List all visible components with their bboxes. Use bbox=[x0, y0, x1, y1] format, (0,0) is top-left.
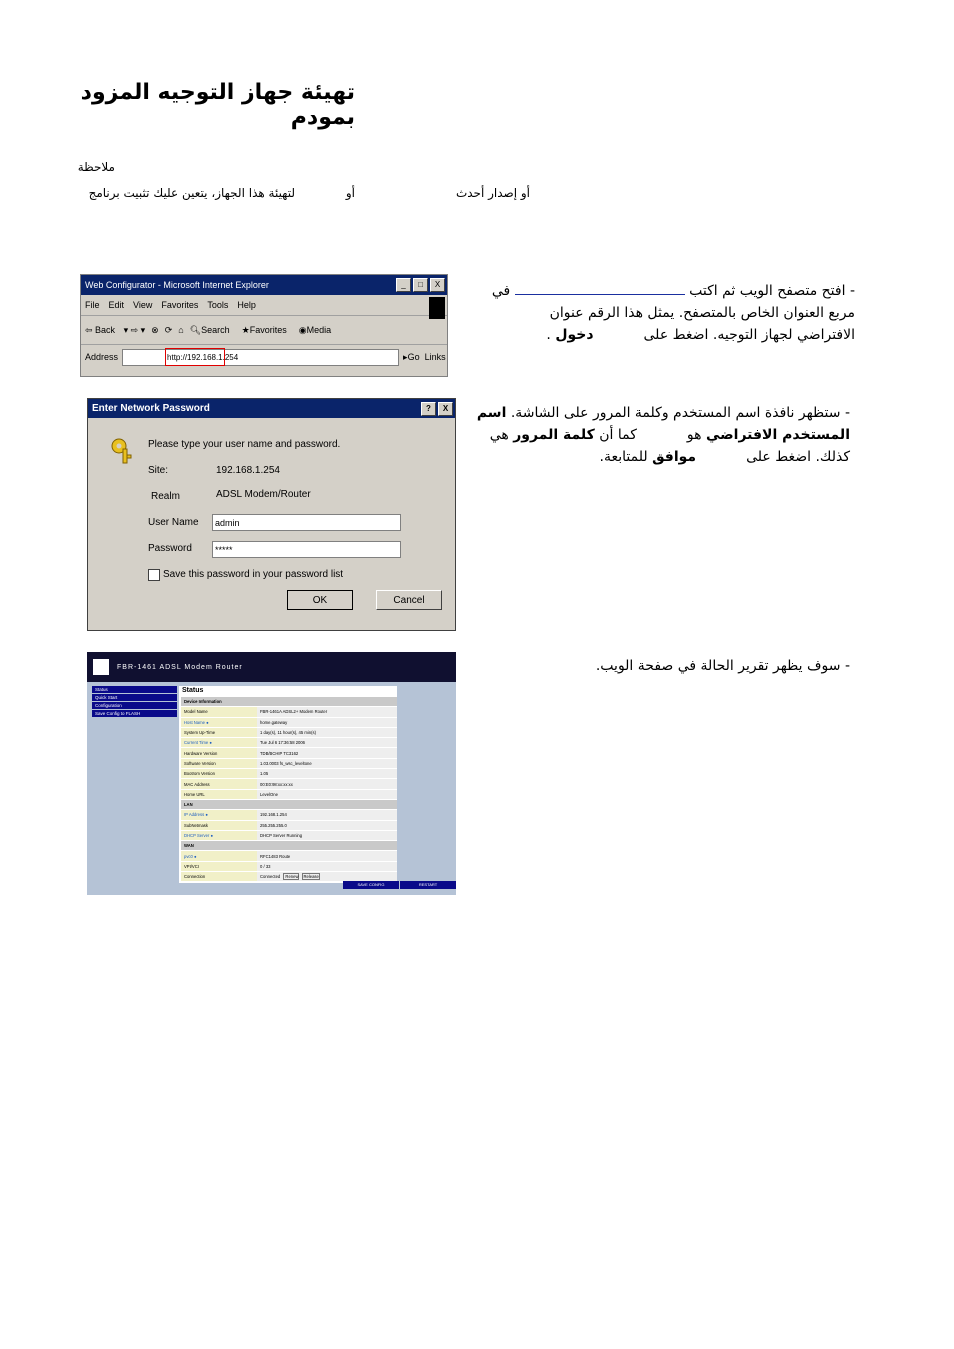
router-header bbox=[87, 652, 456, 682]
table-row: Home URL LevelOne bbox=[181, 789, 397, 799]
menu-favorites[interactable]: Favorites bbox=[161, 300, 199, 310]
ie-title-bar bbox=[81, 275, 447, 295]
help-icon[interactable]: ? bbox=[421, 402, 436, 416]
address-highlight bbox=[165, 348, 225, 366]
address-value: http://192.168.1.254 bbox=[167, 352, 239, 362]
dialog-title: Enter Network Password bbox=[92, 403, 210, 414]
refresh-icon[interactable]: ⟳ bbox=[164, 324, 173, 335]
ok-button[interactable]: OK bbox=[287, 590, 353, 610]
table-row: DHCP Server ● DHCP Server Running bbox=[181, 830, 397, 840]
release-button[interactable]: Release bbox=[303, 874, 319, 880]
table-row: Bootrom Version 1.05 bbox=[181, 769, 397, 779]
note-text-part1: لتهيئة هذا الجهاز، يتعين عليك تثبيت برنامج bbox=[88, 186, 295, 200]
close-icon[interactable]: X bbox=[438, 402, 453, 416]
router-brand: FBR-1461 ADSL Modem Router bbox=[117, 663, 243, 671]
ie-menu-bar bbox=[81, 295, 447, 316]
table-row: System Up-Time 1 day(s), 11 hour(s), 45 min(s) bbox=[181, 727, 397, 737]
section-header: Device Information bbox=[181, 697, 397, 707]
dialog-prompt: Please type your user name and password. bbox=[148, 439, 341, 450]
restart-button[interactable]: RESTART bbox=[400, 881, 456, 889]
table-row: Software Version 1.03.0003 fs_wsc_leveltone bbox=[181, 758, 397, 768]
step3-text: - سوف يظهر تقرير الحالة في صفحة الويب. bbox=[595, 658, 850, 674]
menu-file[interactable]: File bbox=[85, 300, 100, 310]
ie-screenshot bbox=[80, 274, 448, 377]
section-header: LAN bbox=[181, 799, 397, 809]
table-row: Model Name FBR-1461A ADSL2+ Modem Router bbox=[181, 707, 397, 717]
table-row: IP Address ● 192.168.1.254 bbox=[181, 810, 397, 820]
minimize-icon[interactable]: _ bbox=[396, 278, 411, 292]
table-row: Host Name ● home.gateway bbox=[181, 717, 397, 727]
section-header: WAN bbox=[181, 841, 397, 851]
password-label: Password bbox=[148, 543, 192, 554]
realm-label: Realm bbox=[151, 491, 180, 502]
home-icon[interactable]: ⌂ bbox=[178, 325, 184, 335]
note-label: ملاحظة bbox=[77, 160, 115, 174]
site-label: Site: bbox=[148, 465, 169, 476]
ie-toolbar bbox=[81, 316, 447, 345]
realm-value: ADSL Modem/Router bbox=[216, 489, 311, 500]
go-button[interactable]: ▸Go bbox=[403, 351, 420, 362]
stop-icon[interactable]: ⊗ bbox=[151, 324, 159, 335]
cancel-button[interactable]: Cancel bbox=[376, 590, 442, 610]
save-config-button[interactable]: SAVE CONFIG bbox=[343, 881, 399, 889]
username-field[interactable]: admin bbox=[212, 514, 401, 531]
sidebar-item-configuration[interactable]: Configuration bbox=[92, 702, 177, 709]
save-password-label: Save this password in your password list bbox=[163, 569, 344, 580]
save-password-checkbox[interactable] bbox=[148, 569, 160, 581]
username-label: User Name bbox=[148, 517, 199, 528]
login-dialog bbox=[87, 398, 456, 631]
renew-button[interactable]: Renew bbox=[284, 874, 299, 880]
address-input[interactable] bbox=[122, 349, 399, 366]
maximize-icon[interactable]: □ bbox=[413, 278, 428, 292]
menu-help[interactable]: Help bbox=[237, 300, 256, 310]
ie-title: Web Configurator - Microsoft Internet Explorer bbox=[85, 280, 269, 290]
ie-address-bar bbox=[81, 345, 447, 369]
table-row: VPI/VCI 0 / 33 bbox=[181, 861, 397, 871]
menu-edit[interactable]: Edit bbox=[108, 300, 125, 310]
dialog-title-bar bbox=[88, 399, 455, 418]
table-row: SubNetmask 255.255.255.0 bbox=[181, 820, 397, 830]
table-row: Connection Connected Renew Release bbox=[181, 872, 397, 882]
menu-tools[interactable]: Tools bbox=[207, 300, 229, 310]
table-row: MAC Address 00:E0:98:xx:xx:xx bbox=[181, 779, 397, 789]
windows-logo-icon bbox=[429, 297, 445, 319]
favorites-button[interactable]: ★Favorites bbox=[241, 324, 287, 335]
search-button[interactable]: 🔍︎Search bbox=[189, 324, 230, 335]
address-blank bbox=[515, 280, 685, 295]
close-icon[interactable]: X bbox=[430, 278, 445, 292]
page-title: تهيئة جهاز التوجيه المزود بمودم bbox=[80, 80, 355, 130]
address-label: Address bbox=[85, 352, 119, 362]
status-table bbox=[181, 697, 397, 882]
table-row: Hardware Version TDB/BCHIP TC3162 bbox=[181, 748, 397, 758]
sidebar-item-quick-start[interactable]: Quick Start bbox=[92, 694, 177, 701]
step2-text: - ستظهر نافذة اسم المستخدم وكلمة المرور على الشاشة. اسم المستخدم الافتراضي هوكما أن كلمة المرور هي كذلك. اضغط علىموافق للمتابعة. bbox=[476, 405, 850, 465]
table-row: Current Time ● Tue Jul 6 17:36:58 2006 bbox=[181, 738, 397, 748]
links-button[interactable]: Links bbox=[424, 352, 446, 362]
note-text-part3: أو إصدار أحدث bbox=[455, 186, 530, 200]
menu-view[interactable]: View bbox=[133, 300, 153, 310]
note-text-part2: أو bbox=[345, 186, 355, 200]
key-icon bbox=[110, 437, 138, 465]
table-row: pvc0 ● RFC1483 Route bbox=[181, 851, 397, 861]
router-main bbox=[179, 686, 397, 883]
levelone-logo-icon bbox=[93, 659, 109, 675]
sidebar-item-status[interactable]: Status bbox=[92, 686, 177, 693]
router-sidebar bbox=[92, 686, 177, 718]
status-title: Status bbox=[182, 687, 204, 694]
media-button[interactable]: ◉Media bbox=[298, 324, 332, 335]
password-field[interactable]: ***** bbox=[212, 541, 401, 558]
back-button[interactable]: ⇦ Back ▾ ⇨ ▾ bbox=[85, 324, 146, 335]
sidebar-item-save-config[interactable]: Save Config to FLASH bbox=[92, 710, 177, 717]
site-value: 192.168.1.254 bbox=[216, 465, 280, 476]
router-status-screenshot bbox=[87, 652, 456, 895]
step1-text: - افتح متصفح الويب ثم اكتب في مربع العنوان الخاص بالمتصفح. يمثل هذا الرقم عنوان الافتراضي لجهاز التوجيه. اضغط علىدخول . bbox=[475, 280, 855, 346]
